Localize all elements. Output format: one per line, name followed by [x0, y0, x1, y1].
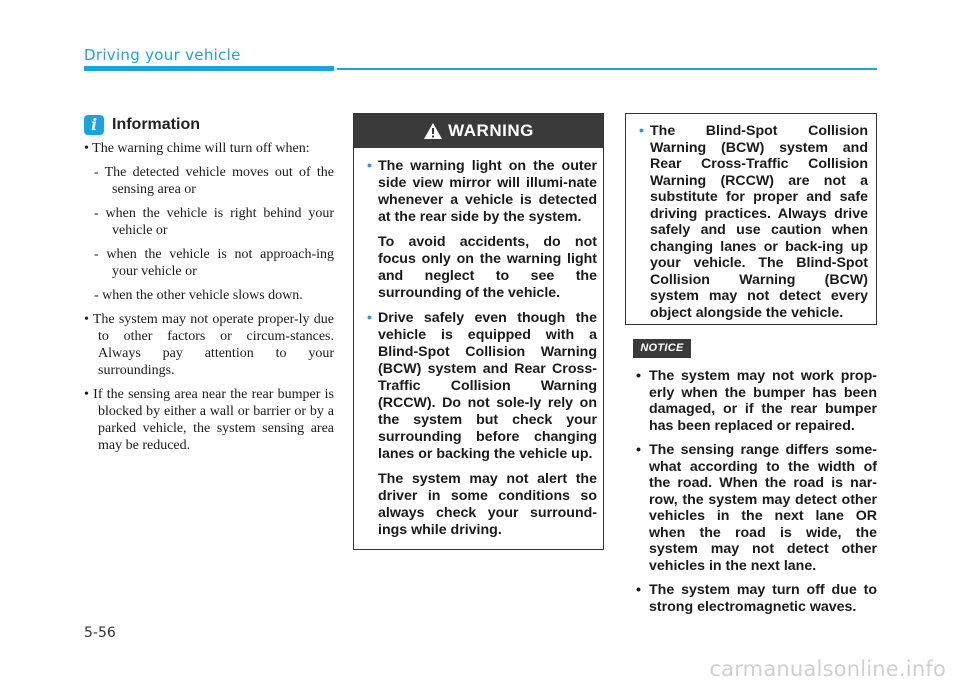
- header-rule-thick: [84, 66, 334, 71]
- bullet-icon: •: [367, 158, 372, 174]
- list-item: • If the sensing area near the rear bumper is blocked by either a wall or barrier or by a parked vehicle, the system sensing area may be reduced.: [84, 387, 335, 453]
- list-item: • The sensing range differs some-what according to the width of the road. When the road is nar-row, the system may detect other vehicles in the next lane OR when the road is wide, the system may not detect other vehicles in the next lane.: [636, 442, 877, 574]
- list-item: • Drive safely even though the vehicle is equipped with a Blind-Spot Collision Warning (BCW) system and Rear Cross-Traffic Collision Warning (RCCW). Do not sole-ly rely on the system but check your surrounding before changing lanes or backing the vehicle up.: [367, 310, 597, 462]
- paragraph: To avoid accidents, do not focus only on the warning light and neglect to see the surrounding of the vehicle.: [378, 234, 597, 301]
- warning-label: WARNING: [448, 121, 534, 140]
- list-item: • The system may not work prop-erly when the bumper has been damaged, or if the rear bumper has been replaced or repaired.: [636, 368, 877, 434]
- list-item: - when the vehicle is not approach-ing your vehicle or: [94, 247, 334, 279]
- warning-box: [353, 113, 604, 550]
- warning-triangle-icon: [423, 122, 443, 140]
- warning-continued-box: [625, 113, 877, 325]
- list-item: • The warning chime will turn off when:: [84, 141, 310, 156]
- page-number: 5-56: [84, 625, 116, 641]
- warning-body: [354, 148, 603, 539]
- list-item: - when the vehicle is right behind your vehicle or: [94, 206, 334, 238]
- watermark: carmanualsonline.info: [709, 657, 946, 681]
- list-item: - when the other vehicle slows down.: [94, 288, 303, 303]
- notice-body: [625, 368, 877, 623]
- list-item: • The system may not operate proper-ly due to other factors or circum-stances. Always pay attention to your surroundings.: [84, 312, 334, 378]
- info-icon: i: [84, 115, 104, 135]
- warning-header: [354, 114, 603, 148]
- list-item: • The system may turn off due to strong electromagnetic waves.: [636, 582, 877, 615]
- information-heading: [84, 115, 200, 135]
- list-item: • The Blind-Spot Collision Warning (BCW) system and Rear Cross-Traffic Collision Warning (RCCW) are not a substitute for proper and safe driving practices. Always drive safely and use caution when changing lanes or back-ing up your vehicle. The Blind-Spot Collision Warning (BCW) system may not detect every object alongside the vehicle.: [639, 123, 868, 321]
- bullet-icon: •: [639, 123, 644, 139]
- header-rule-thin: [337, 68, 877, 70]
- information-title: Information: [112, 116, 200, 133]
- bullet-icon: •: [367, 310, 372, 326]
- section-title: Driving your vehicle: [84, 46, 241, 64]
- list-item: - The detected vehicle moves out of the sensing area or: [94, 165, 334, 197]
- list-item: • The warning light on the outer side view mirror will illumi-nate whenever a vehicle is detected at the rear side by the system.: [367, 158, 597, 225]
- notice-badge: NOTICE: [633, 339, 691, 358]
- information-body: [84, 140, 334, 461]
- paragraph: The system may not alert the driver in some conditions so always check your surround-ings while driving.: [378, 471, 597, 538]
